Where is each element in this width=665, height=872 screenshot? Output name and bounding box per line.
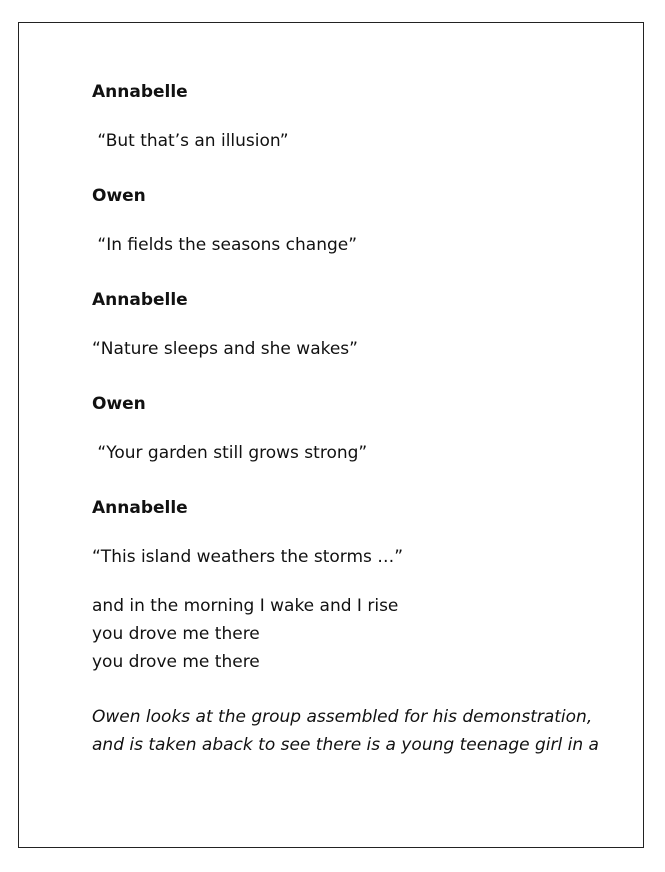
lyric-line: you drove me there [92, 624, 260, 644]
lyric-line: and in the morning I wake and I rise [92, 596, 399, 616]
speaker-name: Annabelle [92, 82, 188, 102]
stage-direction [92, 703, 612, 759]
dialogue-line: “But that’s an illusion” [92, 131, 289, 151]
speaker-name: Owen [92, 186, 146, 206]
stage-direction-line: and is taken aback to see there is a young teenage girl in a [92, 735, 599, 755]
lyrics-block [92, 592, 612, 676]
dialogue-line: “Your garden still grows strong” [92, 443, 368, 463]
speaker-name: Annabelle [92, 498, 188, 518]
speaker-name: Annabelle [92, 290, 188, 310]
dialogue-line: “In fields the seasons change” [92, 235, 358, 255]
dialogue-line: “This island weathers the storms …” [92, 547, 404, 567]
speaker-name: Owen [92, 394, 146, 414]
script-content [92, 78, 612, 759]
stage-direction-line: Owen looks at the group assembled for his demonstration, [92, 707, 593, 727]
document-page [18, 22, 644, 848]
lyric-line: you drove me there [92, 652, 260, 672]
dialogue-line: “Nature sleeps and she wakes” [92, 339, 358, 359]
